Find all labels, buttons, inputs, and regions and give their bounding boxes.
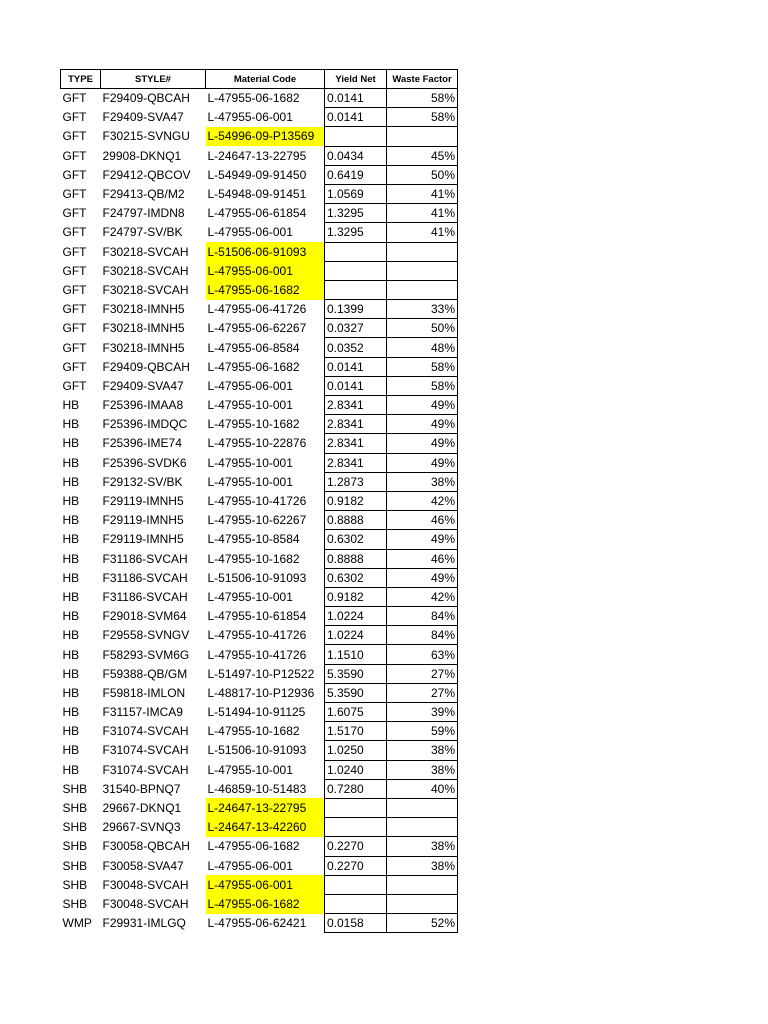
- cell-material-code: L-47955-06-61854: [207, 206, 307, 221]
- cell-material-code: L-47955-10-22876: [207, 436, 307, 451]
- cell-style: F29119-IMNH5: [102, 532, 184, 547]
- table-row: [61, 683, 458, 702]
- cell-yield-net: 0.0434: [325, 146, 387, 165]
- cell-waste-factor: 58%: [387, 89, 458, 108]
- cell-waste-factor: 58%: [387, 108, 458, 127]
- table-row: [61, 511, 458, 530]
- cell-style: F59818-IMLON: [102, 685, 186, 700]
- cell-style: 29667-DKNQ1: [102, 801, 182, 816]
- cell-waste-factor: 63%: [387, 645, 458, 664]
- cell-material-code: L-47955-06-62421: [207, 916, 307, 931]
- table-row: [61, 127, 458, 146]
- cell-style: F31074-SVCAH: [102, 743, 189, 758]
- cell-waste-factor: 38%: [387, 472, 458, 491]
- cell-type: HB: [62, 570, 80, 585]
- cell-style: F30215-SVNGU: [102, 129, 190, 144]
- table-row: [61, 280, 458, 299]
- cell-yield-net: 0.0141: [325, 357, 387, 376]
- cell-yield-net: 0.7280: [325, 779, 387, 798]
- cell-waste-factor: [387, 242, 458, 261]
- cell-type: SHB: [62, 839, 88, 854]
- cell-style: F29119-IMNH5: [102, 513, 184, 528]
- cell-material-code: L-54948-09-91451: [207, 187, 307, 202]
- cell-type: HB: [62, 474, 80, 489]
- cell-material-code: L-47955-06-41726: [207, 302, 307, 317]
- table-row: [61, 261, 458, 280]
- cell-style: F30048-SVCAH: [102, 877, 189, 892]
- table-row: [61, 146, 458, 165]
- cell-material-code: L-47955-06-62267: [207, 321, 307, 336]
- cell-style: F29931-IMLGQ: [102, 916, 186, 931]
- cell-waste-factor: 27%: [387, 683, 458, 702]
- cell-style: F29409-QBCAH: [102, 91, 190, 106]
- cell-yield-net: 2.8341: [325, 434, 387, 453]
- cell-yield-net: 1.2873: [325, 472, 387, 491]
- cell-yield-net: 2.8341: [325, 453, 387, 472]
- cell-yield-net: [325, 798, 387, 817]
- cell-waste-factor: 46%: [387, 511, 458, 530]
- cell-yield-net: 1.3295: [325, 204, 387, 223]
- table-row: [61, 530, 458, 549]
- table-row: [61, 837, 458, 856]
- cell-waste-factor: [387, 875, 458, 894]
- cell-type: GFT: [62, 340, 87, 355]
- cell-waste-factor: 58%: [387, 376, 458, 395]
- cell-waste-factor: 41%: [387, 184, 458, 203]
- cell-yield-net: 0.2270: [325, 837, 387, 856]
- cell-yield-net: 0.6302: [325, 568, 387, 587]
- cell-style: 29908-DKNQ1: [102, 148, 182, 163]
- cell-yield-net: 1.0569: [325, 184, 387, 203]
- cell-waste-factor: [387, 818, 458, 837]
- cell-material-code: L-47955-10-001: [207, 474, 293, 489]
- table-row: [61, 453, 458, 472]
- cell-waste-factor: 49%: [387, 568, 458, 587]
- cell-type: SHB: [62, 801, 88, 816]
- cell-yield-net: 0.1399: [325, 300, 387, 319]
- table-row: [61, 664, 458, 683]
- cell-style: F29558-SVNGV: [102, 628, 190, 643]
- cell-waste-factor: [387, 261, 458, 280]
- cell-type: GFT: [62, 167, 87, 182]
- cell-yield-net: 5.3590: [325, 683, 387, 702]
- table-row: [61, 798, 458, 817]
- table-row: [61, 818, 458, 837]
- cell-material-code: L-47955-06-1682: [206, 894, 325, 913]
- cell-type: GFT: [62, 244, 87, 259]
- table-row: [61, 741, 458, 760]
- cell-style: 29667-SVNQ3: [102, 820, 181, 835]
- cell-waste-factor: 84%: [387, 607, 458, 626]
- cell-style: F29412-QBCOV: [102, 167, 191, 182]
- cell-waste-factor: 49%: [387, 434, 458, 453]
- header-waste-factor: Waste Factor: [387, 70, 458, 89]
- cell-type: GFT: [62, 110, 87, 125]
- cell-style: F29409-QBCAH: [102, 359, 190, 374]
- cell-type: GFT: [62, 378, 87, 393]
- cell-yield-net: 0.6302: [325, 530, 387, 549]
- cell-material-code: L-47955-06-001: [207, 378, 293, 393]
- cell-yield-net: 0.0158: [325, 914, 387, 933]
- cell-style: F58293-SVM6G: [102, 647, 190, 662]
- cell-waste-factor: 42%: [387, 587, 458, 606]
- cell-style: F25396-IME74: [102, 436, 182, 451]
- cell-yield-net: 0.0327: [325, 319, 387, 338]
- cell-style: F30218-SVCAH: [102, 282, 189, 297]
- cell-type: HB: [62, 666, 80, 681]
- table-body: [61, 89, 458, 933]
- cell-material-code: L-51506-10-91093: [207, 570, 307, 585]
- cell-type: GFT: [62, 187, 87, 202]
- cell-material-code: L-51497-10-P12522: [207, 666, 315, 681]
- cell-material-code: L-54996-09-P13569: [206, 127, 325, 146]
- cell-material-code: L-47955-10-001: [207, 455, 293, 470]
- cell-material-code: L-47955-10-41726: [207, 494, 307, 509]
- cell-type: HB: [62, 743, 80, 758]
- cell-type: HB: [62, 551, 80, 566]
- cell-yield-net: 1.0224: [325, 626, 387, 645]
- cell-type: GFT: [62, 359, 87, 374]
- cell-material-code: L-47955-10-001: [207, 762, 293, 777]
- cell-type: GFT: [62, 282, 87, 297]
- cell-type: HB: [62, 436, 80, 451]
- cell-material-code: L-47955-10-41726: [207, 628, 307, 643]
- table-row: [61, 914, 458, 933]
- cell-material-code: L-47955-06-1682: [206, 280, 325, 299]
- cell-type: HB: [62, 513, 80, 528]
- cell-material-code: L-47955-06-8584: [207, 340, 300, 355]
- table-row: [61, 760, 458, 779]
- cell-type: GFT: [62, 148, 87, 163]
- cell-yield-net: [325, 894, 387, 913]
- material-yield-table: [60, 69, 458, 933]
- cell-material-code: L-24647-13-22795: [206, 798, 325, 817]
- table-row: [61, 722, 458, 741]
- table-row: [61, 607, 458, 626]
- table-row: [61, 357, 458, 376]
- cell-style: 31540-BPNQ7: [102, 781, 181, 796]
- cell-yield-net: 2.8341: [325, 396, 387, 415]
- cell-type: SHB: [62, 858, 88, 873]
- cell-material-code: L-47955-10-61854: [207, 609, 307, 624]
- table-row: [61, 703, 458, 722]
- table-row: [61, 300, 458, 319]
- cell-type: HB: [62, 455, 80, 470]
- cell-waste-factor: 49%: [387, 453, 458, 472]
- cell-type: HB: [62, 685, 80, 700]
- table-row: [61, 645, 458, 664]
- cell-waste-factor: 49%: [387, 396, 458, 415]
- cell-style: F25396-IMAA8: [102, 398, 184, 413]
- cell-yield-net: 0.2270: [325, 856, 387, 875]
- cell-style: F30218-IMNH5: [102, 321, 185, 336]
- cell-waste-factor: 27%: [387, 664, 458, 683]
- cell-style: F30218-IMNH5: [102, 340, 185, 355]
- cell-yield-net: 1.6075: [325, 703, 387, 722]
- table-row: [61, 568, 458, 587]
- table-row: [61, 894, 458, 913]
- cell-yield-net: 0.9182: [325, 587, 387, 606]
- cell-type: HB: [62, 762, 80, 777]
- cell-style: F29018-SVM64: [102, 609, 187, 624]
- table-row: [61, 376, 458, 395]
- cell-style: F30058-QBCAH: [102, 839, 190, 854]
- cell-waste-factor: 42%: [387, 491, 458, 510]
- cell-yield-net: 1.0224: [325, 607, 387, 626]
- cell-waste-factor: 46%: [387, 549, 458, 568]
- cell-type: SHB: [62, 820, 88, 835]
- cell-yield-net: [325, 127, 387, 146]
- cell-material-code: L-47955-06-1682: [207, 839, 300, 854]
- header-row: [61, 70, 458, 89]
- cell-waste-factor: 41%: [387, 204, 458, 223]
- cell-type: GFT: [62, 302, 87, 317]
- cell-style: F31074-SVCAH: [102, 724, 189, 739]
- table-row: [61, 549, 458, 568]
- cell-type: HB: [62, 705, 80, 720]
- cell-material-code: L-47955-06-001: [207, 225, 293, 240]
- cell-style: F31186-SVCAH: [102, 551, 188, 566]
- cell-style: F30048-SVCAH: [102, 896, 189, 911]
- header-type: TYPE: [61, 70, 101, 89]
- cell-type: GFT: [62, 321, 87, 336]
- cell-waste-factor: 33%: [387, 300, 458, 319]
- cell-yield-net: 1.0250: [325, 741, 387, 760]
- cell-yield-net: 0.9182: [325, 491, 387, 510]
- cell-type: SHB: [62, 877, 88, 892]
- table-row: [61, 89, 458, 108]
- cell-yield-net: [325, 818, 387, 837]
- cell-style: F31157-IMCA9: [102, 705, 183, 720]
- cell-style: F29413-QB/M2: [102, 187, 185, 202]
- cell-style: F30218-SVCAH: [102, 244, 189, 259]
- cell-type: HB: [62, 589, 80, 604]
- cell-material-code: L-47955-10-1682: [207, 417, 300, 432]
- cell-yield-net: 0.0141: [325, 108, 387, 127]
- cell-waste-factor: 38%: [387, 741, 458, 760]
- cell-yield-net: 1.5170: [325, 722, 387, 741]
- cell-material-code: L-47955-06-1682: [207, 359, 300, 374]
- cell-yield-net: 0.0141: [325, 89, 387, 108]
- cell-yield-net: [325, 261, 387, 280]
- cell-material-code: L-47955-06-001: [206, 261, 325, 280]
- cell-material-code: L-54949-09-91450: [207, 167, 307, 182]
- cell-waste-factor: 50%: [387, 319, 458, 338]
- table-row: [61, 338, 458, 357]
- table-row: [61, 587, 458, 606]
- cell-material-code: L-47955-10-62267: [207, 513, 307, 528]
- cell-yield-net: [325, 242, 387, 261]
- cell-type: HB: [62, 647, 80, 662]
- cell-yield-net: 0.6419: [325, 165, 387, 184]
- cell-waste-factor: 59%: [387, 722, 458, 741]
- cell-style: F24797-IMDN8: [102, 206, 185, 221]
- cell-style: F29409-SVA47: [102, 110, 184, 125]
- table-row: [61, 415, 458, 434]
- cell-style: F30218-SVCAH: [102, 263, 189, 278]
- cell-material-code: L-47955-10-41726: [207, 647, 307, 662]
- cell-material-code: L-51506-06-91093: [206, 242, 325, 261]
- cell-style: F25396-SVDK6: [102, 455, 187, 470]
- cell-material-code: L-51506-10-91093: [207, 743, 307, 758]
- cell-waste-factor: 52%: [387, 914, 458, 933]
- cell-waste-factor: [387, 894, 458, 913]
- cell-style: F30218-IMNH5: [102, 302, 185, 317]
- cell-type: GFT: [62, 91, 87, 106]
- cell-waste-factor: [387, 280, 458, 299]
- cell-yield-net: 0.8888: [325, 511, 387, 530]
- cell-type: SHB: [62, 781, 88, 796]
- cell-waste-factor: [387, 798, 458, 817]
- cell-yield-net: 0.8888: [325, 549, 387, 568]
- cell-waste-factor: 48%: [387, 338, 458, 357]
- cell-yield-net: 1.1510: [325, 645, 387, 664]
- cell-material-code: L-47955-10-1682: [207, 724, 300, 739]
- cell-waste-factor: 49%: [387, 530, 458, 549]
- cell-material-code: L-47955-10-001: [207, 589, 293, 604]
- cell-waste-factor: 58%: [387, 357, 458, 376]
- table-row: [61, 626, 458, 645]
- cell-material-code: L-47955-10-1682: [207, 551, 300, 566]
- table-row: [61, 875, 458, 894]
- cell-material-code: L-47955-06-001: [207, 858, 293, 873]
- table-row: [61, 856, 458, 875]
- cell-waste-factor: 49%: [387, 415, 458, 434]
- cell-material-code: L-47955-06-001: [206, 875, 325, 894]
- table-row: [61, 472, 458, 491]
- cell-style: F24797-SV/BK: [102, 225, 183, 240]
- cell-waste-factor: 41%: [387, 223, 458, 242]
- cell-waste-factor: 38%: [387, 837, 458, 856]
- header-yield-net: Yield Net: [325, 70, 387, 89]
- table-row: [61, 223, 458, 242]
- cell-material-code: L-47955-10-001: [207, 398, 293, 413]
- table-row: [61, 204, 458, 223]
- cell-material-code: L-24647-13-42260: [206, 818, 325, 837]
- cell-waste-factor: 84%: [387, 626, 458, 645]
- cell-material-code: L-51494-10-91125: [207, 705, 306, 720]
- table-row: [61, 434, 458, 453]
- cell-yield-net: 2.8341: [325, 415, 387, 434]
- cell-type: HB: [62, 724, 80, 739]
- cell-style: F29119-IMNH5: [102, 494, 184, 509]
- cell-material-code: L-48817-10-P12936: [207, 685, 315, 700]
- cell-waste-factor: 38%: [387, 856, 458, 875]
- header-material-code: Material Code: [206, 70, 325, 89]
- cell-material-code: L-47955-10-8584: [207, 532, 300, 547]
- cell-type: HB: [62, 417, 80, 432]
- cell-type: GFT: [62, 129, 87, 144]
- cell-type: HB: [62, 494, 80, 509]
- table-row: [61, 396, 458, 415]
- cell-type: GFT: [62, 206, 87, 221]
- cell-type: SHB: [62, 896, 88, 911]
- cell-style: F25396-IMDQC: [102, 417, 188, 432]
- table-row: [61, 184, 458, 203]
- cell-yield-net: 1.3295: [325, 223, 387, 242]
- cell-waste-factor: [387, 127, 458, 146]
- cell-type: HB: [62, 628, 80, 643]
- cell-yield-net: 1.0240: [325, 760, 387, 779]
- cell-style: F29132-SV/BK: [102, 474, 183, 489]
- cell-waste-factor: 50%: [387, 165, 458, 184]
- cell-type: HB: [62, 532, 80, 547]
- cell-yield-net: 0.0352: [325, 338, 387, 357]
- cell-type: WMP: [62, 916, 92, 931]
- table-row: [61, 165, 458, 184]
- cell-style: F29409-SVA47: [102, 378, 184, 393]
- cell-type: HB: [62, 398, 80, 413]
- table-row: [61, 491, 458, 510]
- cell-yield-net: [325, 875, 387, 894]
- cell-yield-net: [325, 280, 387, 299]
- cell-yield-net: 5.3590: [325, 664, 387, 683]
- cell-style: F30058-SVA47: [102, 858, 184, 873]
- cell-waste-factor: 45%: [387, 146, 458, 165]
- cell-material-code: L-46859-10-51483: [207, 781, 307, 796]
- cell-style: F31074-SVCAH: [102, 762, 189, 777]
- cell-type: GFT: [62, 263, 87, 278]
- cell-waste-factor: 39%: [387, 703, 458, 722]
- cell-style: F31186-SVCAH: [102, 570, 188, 585]
- cell-waste-factor: 40%: [387, 779, 458, 798]
- header-style: STYLE#: [101, 70, 206, 89]
- cell-style: F31186-SVCAH: [102, 589, 188, 604]
- cell-yield-net: 0.0141: [325, 376, 387, 395]
- cell-style: F59388-QB/GM: [102, 666, 188, 681]
- cell-waste-factor: 38%: [387, 760, 458, 779]
- table-row: [61, 108, 458, 127]
- cell-material-code: L-24647-13-22795: [207, 148, 307, 163]
- table-row: [61, 319, 458, 338]
- cell-material-code: L-47955-06-1682: [207, 91, 300, 106]
- cell-type: HB: [62, 609, 80, 624]
- cell-material-code: L-47955-06-001: [207, 110, 293, 125]
- table-row: [61, 779, 458, 798]
- cell-type: GFT: [62, 225, 87, 240]
- table-row: [61, 242, 458, 261]
